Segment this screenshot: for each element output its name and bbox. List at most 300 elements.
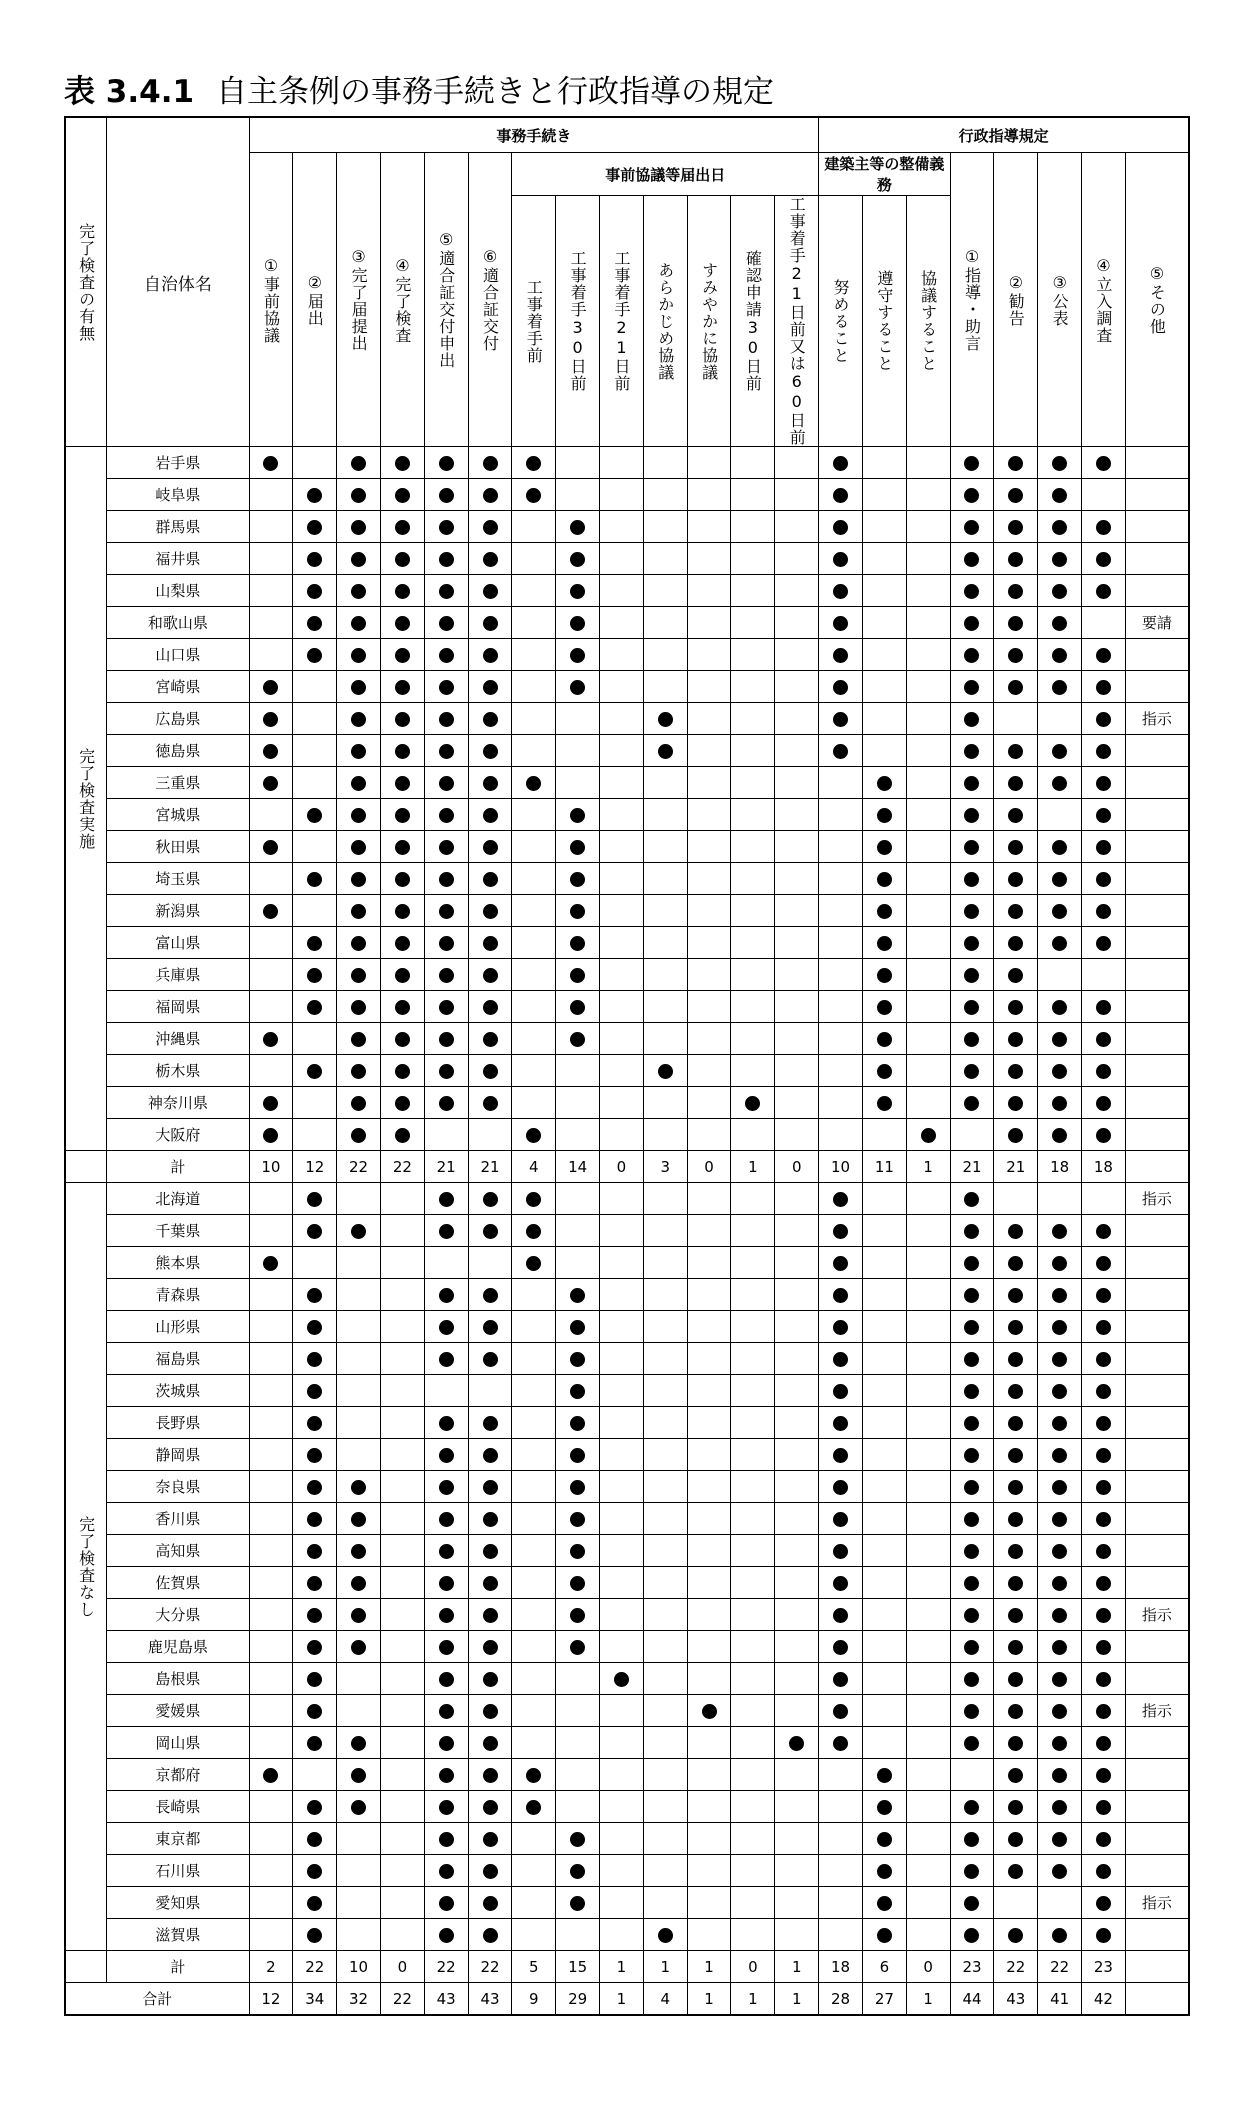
mark-cell <box>380 1823 424 1855</box>
filled-dot-icon <box>307 1832 322 1847</box>
mark-cell <box>380 607 424 639</box>
filled-dot-icon <box>395 872 410 887</box>
mark-cell <box>775 1919 819 1951</box>
mark-cell <box>468 1599 512 1631</box>
filled-dot-icon <box>964 1864 979 1879</box>
filled-dot-icon <box>570 1288 585 1303</box>
mark-cell <box>1038 735 1082 767</box>
filled-dot-icon <box>1052 1480 1067 1495</box>
mark-cell <box>775 1695 819 1727</box>
filled-dot-icon <box>1052 1032 1067 1047</box>
mark-cell <box>994 1695 1038 1727</box>
mark-cell <box>556 1183 600 1215</box>
filled-dot-icon <box>1096 1128 1111 1143</box>
filled-dot-icon <box>877 808 892 823</box>
mark-cell <box>643 1631 687 1663</box>
mark-cell <box>731 1535 775 1567</box>
header-col-guidance-3: ③公表 <box>1038 153 1082 447</box>
filled-dot-icon <box>570 680 585 695</box>
mark-cell <box>512 959 556 991</box>
other-cell: 指示 <box>1125 1887 1189 1919</box>
filled-dot-icon <box>964 488 979 503</box>
filled-dot-icon <box>351 1608 366 1623</box>
mark-cell <box>556 1119 600 1151</box>
mark-cell <box>1082 1695 1126 1727</box>
filled-dot-icon <box>1096 904 1111 919</box>
filled-dot-icon <box>1096 1448 1111 1463</box>
mark-cell <box>862 799 906 831</box>
filled-dot-icon <box>833 1512 848 1527</box>
mark-cell <box>249 927 293 959</box>
mark-cell <box>468 639 512 671</box>
filled-dot-icon <box>395 680 410 695</box>
mark-cell <box>249 1119 293 1151</box>
filled-dot-icon <box>307 1000 322 1015</box>
filled-dot-icon <box>351 1032 366 1047</box>
mark-cell <box>819 1087 863 1119</box>
mark-cell <box>906 1727 950 1759</box>
mark-cell <box>249 831 293 863</box>
filled-dot-icon <box>964 936 979 951</box>
mark-cell <box>819 607 863 639</box>
mark-cell <box>424 1567 468 1599</box>
mark-cell <box>1082 799 1126 831</box>
header-col-13: 工事着手21日前又は60日前 <box>775 196 819 447</box>
filled-dot-icon <box>307 1736 322 1751</box>
other-cell <box>1125 479 1189 511</box>
mark-cell <box>293 1471 337 1503</box>
mark-cell <box>1082 1087 1126 1119</box>
municipality-name: 岡山県 <box>107 1727 249 1759</box>
mark-cell <box>556 1375 600 1407</box>
mark-cell <box>424 1535 468 1567</box>
filled-dot-icon <box>1008 872 1023 887</box>
filled-dot-icon <box>1052 1448 1067 1463</box>
mark-cell <box>906 1119 950 1151</box>
filled-dot-icon <box>395 1032 410 1047</box>
mark-cell <box>731 1919 775 1951</box>
filled-dot-icon <box>439 1928 454 1943</box>
table-row <box>65 671 1189 703</box>
filled-dot-icon <box>307 648 322 663</box>
mark-cell <box>862 1695 906 1727</box>
filled-dot-icon <box>351 936 366 951</box>
mark-cell <box>643 1823 687 1855</box>
mark-cell <box>512 927 556 959</box>
mark-cell <box>862 863 906 895</box>
mark-cell <box>512 1247 556 1279</box>
mark-cell <box>293 1023 337 1055</box>
filled-dot-icon <box>439 1064 454 1079</box>
mark-cell <box>731 1183 775 1215</box>
mark-cell <box>1038 1311 1082 1343</box>
mark-cell <box>950 607 994 639</box>
mark-cell <box>731 479 775 511</box>
mark-cell <box>337 1631 381 1663</box>
mark-cell <box>249 479 293 511</box>
filled-dot-icon <box>1008 1000 1023 1015</box>
subtotal-value: 1 <box>775 1951 819 1983</box>
filled-dot-icon <box>1008 1608 1023 1623</box>
mark-cell <box>687 1919 731 1951</box>
mark-cell <box>600 447 644 479</box>
mark-cell <box>906 1823 950 1855</box>
mark-cell <box>862 639 906 671</box>
filled-dot-icon <box>483 1896 498 1911</box>
filled-dot-icon <box>833 1576 848 1591</box>
mark-cell <box>468 991 512 1023</box>
mark-cell <box>600 735 644 767</box>
mark-cell <box>600 1087 644 1119</box>
mark-cell <box>512 1663 556 1695</box>
filled-dot-icon <box>1008 1736 1023 1751</box>
filled-dot-icon <box>439 744 454 759</box>
mark-cell <box>468 703 512 735</box>
mark-cell <box>249 1855 293 1887</box>
mark-cell <box>950 767 994 799</box>
mark-cell <box>512 735 556 767</box>
mark-cell <box>994 1535 1038 1567</box>
filled-dot-icon <box>439 680 454 695</box>
mark-cell <box>950 1695 994 1727</box>
mark-cell <box>512 1791 556 1823</box>
mark-cell <box>950 959 994 991</box>
mark-cell <box>337 479 381 511</box>
mark-cell <box>994 1375 1038 1407</box>
mark-cell <box>687 799 731 831</box>
mark-cell <box>249 799 293 831</box>
table-row <box>65 1087 1189 1119</box>
mark-cell <box>293 1791 337 1823</box>
filled-dot-icon <box>439 1832 454 1847</box>
header-col-16: 協議すること <box>906 196 950 447</box>
mark-cell <box>819 799 863 831</box>
municipality-name: 青森県 <box>107 1279 249 1311</box>
mark-cell <box>819 735 863 767</box>
mark-cell <box>556 639 600 671</box>
mark-cell <box>775 543 819 575</box>
mark-cell <box>775 959 819 991</box>
filled-dot-icon <box>877 936 892 951</box>
mark-cell <box>249 1279 293 1311</box>
filled-dot-icon <box>1008 1288 1023 1303</box>
mark-cell <box>862 1727 906 1759</box>
other-cell: 要請 <box>1125 607 1189 639</box>
mark-cell <box>906 1215 950 1247</box>
filled-dot-icon <box>964 872 979 887</box>
mark-cell <box>775 863 819 895</box>
mark-cell <box>1038 1631 1082 1663</box>
filled-dot-icon <box>483 840 498 855</box>
filled-dot-icon <box>307 872 322 887</box>
mark-cell <box>950 1343 994 1375</box>
mark-cell <box>249 1663 293 1695</box>
mark-cell <box>950 543 994 575</box>
mark-cell <box>380 1471 424 1503</box>
filled-dot-icon <box>964 1096 979 1111</box>
filled-dot-icon <box>1008 1320 1023 1335</box>
filled-dot-icon <box>439 776 454 791</box>
mark-cell <box>337 863 381 895</box>
municipality-name: 長野県 <box>107 1407 249 1439</box>
mark-cell <box>600 1375 644 1407</box>
grand-total-value: 43 <box>424 1983 468 2016</box>
filled-dot-icon <box>483 1736 498 1751</box>
mark-cell <box>906 1567 950 1599</box>
mark-cell <box>293 671 337 703</box>
mark-cell <box>337 1087 381 1119</box>
table-row <box>65 1791 1189 1823</box>
other-cell <box>1125 1279 1189 1311</box>
filled-dot-icon <box>877 1832 892 1847</box>
mark-cell <box>775 1311 819 1343</box>
mark-cell <box>775 1727 819 1759</box>
mark-cell <box>600 1567 644 1599</box>
mark-cell <box>775 895 819 927</box>
mark-cell <box>337 447 381 479</box>
mark-cell <box>643 1247 687 1279</box>
filled-dot-icon <box>1008 1384 1023 1399</box>
mark-cell <box>293 543 337 575</box>
other-cell <box>1125 767 1189 799</box>
mark-cell <box>731 1599 775 1631</box>
table-row <box>65 511 1189 543</box>
mark-cell <box>1082 1727 1126 1759</box>
filled-dot-icon <box>1052 1288 1067 1303</box>
filled-dot-icon <box>263 1032 278 1047</box>
filled-dot-icon <box>964 1288 979 1303</box>
table-row <box>65 1663 1189 1695</box>
mark-cell <box>380 1567 424 1599</box>
mark-cell <box>906 1695 950 1727</box>
mark-cell <box>249 1023 293 1055</box>
filled-dot-icon <box>483 1320 498 1335</box>
mark-cell <box>1082 1055 1126 1087</box>
mark-cell <box>249 1791 293 1823</box>
grand-total-value: 44 <box>950 1983 994 2016</box>
mark-cell <box>950 1599 994 1631</box>
mark-cell <box>1038 447 1082 479</box>
mark-cell <box>249 1343 293 1375</box>
filled-dot-icon <box>1008 1224 1023 1239</box>
table-row <box>65 1343 1189 1375</box>
filled-dot-icon <box>1052 680 1067 695</box>
mark-cell <box>687 1631 731 1663</box>
mark-cell <box>556 959 600 991</box>
subtotal-value: 0 <box>906 1951 950 1983</box>
filled-dot-icon <box>570 552 585 567</box>
municipality-name: 沖縄県 <box>107 1023 249 1055</box>
filled-dot-icon <box>833 552 848 567</box>
mark-cell <box>643 511 687 543</box>
filled-dot-icon <box>263 680 278 695</box>
mark-cell <box>643 575 687 607</box>
filled-dot-icon <box>483 1544 498 1559</box>
mark-cell <box>775 511 819 543</box>
mark-cell <box>424 1919 468 1951</box>
other-cell <box>1125 1055 1189 1087</box>
filled-dot-icon <box>1052 520 1067 535</box>
filled-dot-icon <box>833 1384 848 1399</box>
filled-dot-icon <box>263 712 278 727</box>
filled-dot-icon <box>833 712 848 727</box>
mark-cell <box>731 671 775 703</box>
filled-dot-icon <box>570 1448 585 1463</box>
filled-dot-icon <box>964 1352 979 1367</box>
mark-cell <box>906 1375 950 1407</box>
mark-cell <box>994 1791 1038 1823</box>
other-cell <box>1125 543 1189 575</box>
filled-dot-icon <box>307 968 322 983</box>
mark-cell <box>600 1823 644 1855</box>
mark-cell <box>1082 1407 1126 1439</box>
filled-dot-icon <box>1008 776 1023 791</box>
mark-cell <box>819 1407 863 1439</box>
mark-cell <box>906 1279 950 1311</box>
mark-cell <box>424 703 468 735</box>
mark-cell <box>512 991 556 1023</box>
filled-dot-icon <box>307 1640 322 1655</box>
filled-dot-icon <box>570 872 585 887</box>
mark-cell <box>731 799 775 831</box>
mark-cell <box>862 1791 906 1823</box>
filled-dot-icon <box>570 1544 585 1559</box>
mark-cell <box>862 1887 906 1919</box>
mark-cell <box>556 1599 600 1631</box>
filled-dot-icon <box>351 712 366 727</box>
mark-cell <box>1038 1375 1082 1407</box>
filled-dot-icon <box>570 1416 585 1431</box>
filled-dot-icon <box>483 1800 498 1815</box>
mark-cell <box>380 1503 424 1535</box>
mark-cell <box>249 1055 293 1087</box>
other-cell <box>1125 1375 1189 1407</box>
mark-cell <box>950 511 994 543</box>
municipality-name: 高知県 <box>107 1535 249 1567</box>
mark-cell <box>643 1375 687 1407</box>
filled-dot-icon <box>483 1512 498 1527</box>
mark-cell <box>950 575 994 607</box>
mark-cell <box>775 1407 819 1439</box>
mark-cell <box>337 767 381 799</box>
mark-cell <box>293 607 337 639</box>
mark-cell <box>600 671 644 703</box>
table-row <box>65 1823 1189 1855</box>
table-row <box>65 447 1189 479</box>
mark-cell <box>600 1343 644 1375</box>
mark-cell <box>687 1375 731 1407</box>
table-row <box>65 1503 1189 1535</box>
filled-dot-icon <box>483 520 498 535</box>
mark-cell <box>819 991 863 1023</box>
mark-cell <box>950 991 994 1023</box>
subtotal-row <box>65 1951 1189 1983</box>
header-col-guidance-2: ②勧告 <box>994 153 1038 447</box>
mark-cell <box>819 479 863 511</box>
grand-total-value: 4 <box>643 1983 687 2016</box>
filled-dot-icon <box>439 840 454 855</box>
municipality-name: 和歌山県 <box>107 607 249 639</box>
filled-dot-icon <box>1052 1704 1067 1719</box>
mark-cell <box>424 1695 468 1727</box>
mark-cell <box>1082 447 1126 479</box>
mark-cell <box>468 607 512 639</box>
other-cell <box>1125 1407 1189 1439</box>
mark-cell <box>906 1055 950 1087</box>
mark-cell <box>468 1759 512 1791</box>
subtotal-value: 1 <box>643 1951 687 1983</box>
mark-cell <box>731 511 775 543</box>
mark-cell <box>380 639 424 671</box>
mark-cell <box>380 1439 424 1471</box>
mark-cell <box>819 1663 863 1695</box>
mark-cell <box>1038 1439 1082 1471</box>
mark-cell <box>1082 1119 1126 1151</box>
mark-cell <box>1082 1567 1126 1599</box>
mark-cell <box>950 1791 994 1823</box>
mark-cell <box>468 447 512 479</box>
mark-cell <box>293 1631 337 1663</box>
mark-cell <box>337 1183 381 1215</box>
filled-dot-icon <box>1096 1256 1111 1271</box>
mark-cell <box>1082 1599 1126 1631</box>
filled-dot-icon <box>1096 456 1111 471</box>
filled-dot-icon <box>263 1768 278 1783</box>
filled-dot-icon <box>483 1928 498 1943</box>
filled-dot-icon <box>1008 1096 1023 1111</box>
mark-cell <box>380 479 424 511</box>
mark-cell <box>556 1631 600 1663</box>
subtotal-value: 10 <box>249 1151 293 1183</box>
mark-cell <box>600 927 644 959</box>
header-col-9: 工事着手21日前 <box>600 196 644 447</box>
table-row <box>65 1311 1189 1343</box>
mark-cell <box>556 1535 600 1567</box>
mark-cell <box>643 671 687 703</box>
filled-dot-icon <box>439 1192 454 1207</box>
filled-dot-icon <box>1008 1256 1023 1271</box>
mark-cell <box>994 511 1038 543</box>
filled-dot-icon <box>1052 840 1067 855</box>
mark-cell <box>293 1407 337 1439</box>
mark-cell <box>819 927 863 959</box>
filled-dot-icon <box>1052 1928 1067 1943</box>
mark-cell <box>249 1471 293 1503</box>
mark-cell <box>337 1567 381 1599</box>
filled-dot-icon <box>1008 1704 1023 1719</box>
table-number: 表 3.4.1 <box>64 74 195 110</box>
filled-dot-icon <box>263 744 278 759</box>
filled-dot-icon <box>1096 1832 1111 1847</box>
mark-cell <box>643 1215 687 1247</box>
mark-cell <box>293 895 337 927</box>
mark-cell <box>862 1311 906 1343</box>
mark-cell <box>468 1055 512 1087</box>
subtotal-value: 3 <box>643 1151 687 1183</box>
mark-cell <box>1082 671 1126 703</box>
mark-cell <box>512 1215 556 1247</box>
mark-cell <box>424 1663 468 1695</box>
filled-dot-icon <box>1096 520 1111 535</box>
filled-dot-icon <box>307 1864 322 1879</box>
mark-cell <box>380 1663 424 1695</box>
mark-cell <box>687 543 731 575</box>
mark-cell <box>862 991 906 1023</box>
subtotal-value: 2 <box>249 1951 293 1983</box>
filled-dot-icon <box>439 904 454 919</box>
mark-cell <box>512 895 556 927</box>
table-row <box>65 575 1189 607</box>
